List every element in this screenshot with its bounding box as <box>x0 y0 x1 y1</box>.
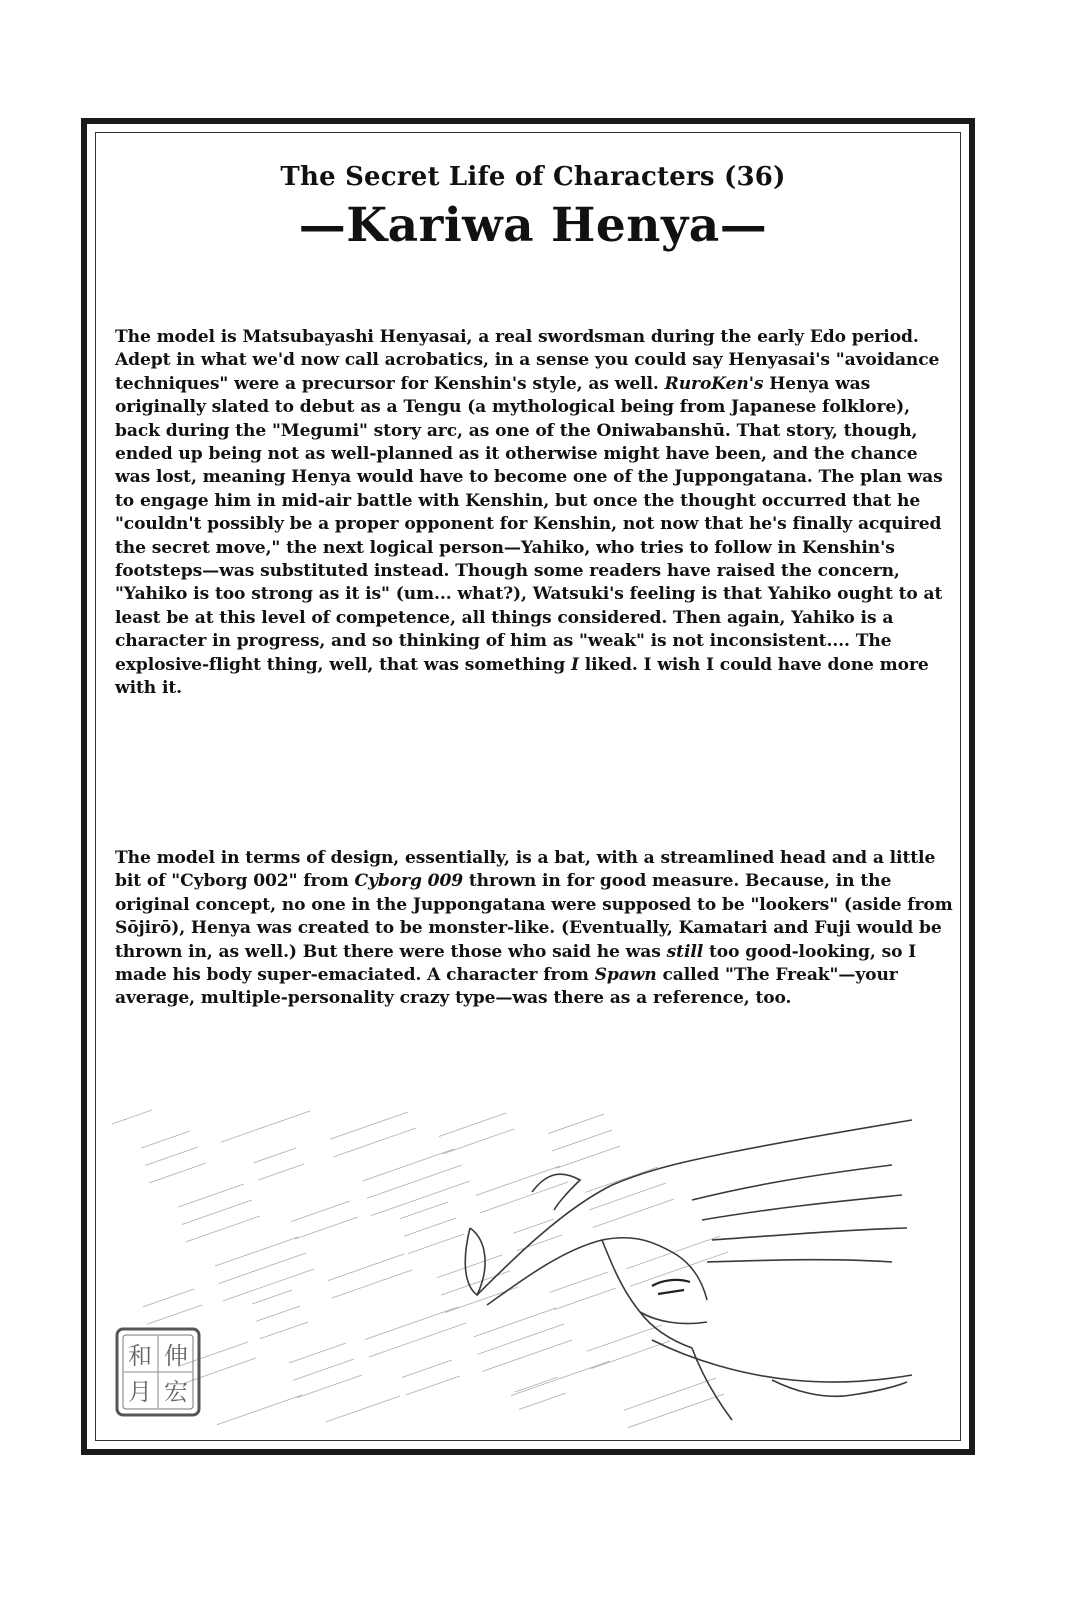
artist-seal-stamp <box>114 1326 202 1418</box>
seal-char-2: 伸 <box>164 1342 188 1370</box>
seal-char-3: 月 <box>128 1378 152 1406</box>
emphasis-text: I <box>570 654 579 675</box>
emphasis-text: RuroKen's <box>664 373 764 394</box>
page-title: —Kariwa Henya— <box>298 198 768 253</box>
text-run: too good-looking, so I made his body super-emaciated. A character from <box>115 941 917 986</box>
henya-sketch-illustration <box>92 1090 952 1440</box>
text-run: Henya was originally slated to debut as a Tengu (a mythological being from Japanese folklore), back during the "Megumi" story arc, as one of the Oniwabanshū. That story, though, ended up being not as well-planned as it otherwise might have been, and the chance was lost, meaning Henya would have to become one of the Juppongatana. The plan was to engage him in mid-air battle with Kenshin, but once the thought occurred that he "couldn't possibly be a proper opponent for Kenshin, not now that he's finally acquired the secret move," the next logical person—Yahiko, who tries to follow in Kenshin's footsteps—was substituted instead. Though some readers have raised the concern, "Yahiko is too strong as it is" (um... what?), Watsuki's feeling is that Yahiko ought to at least be at this level of competence, all things considered. Then again, Yahiko is a character in progress, and so thinking of him as "weak" is not inconsistent.... The explosive-flight thing, well, that was something <box>115 373 943 675</box>
text-run: liked. I wish I could have done more with it. <box>115 654 929 699</box>
page-subtitle: The Secret Life of Characters (36) <box>280 162 786 192</box>
emphasis-text: Cyborg 009 <box>354 871 464 892</box>
text-run: thrown in for good measure. Because, in the original concept, no one in the Juppongatana were supposed to be "lookers" (aside from Sōjirō), Henya was created to be monster-like. (Eventually, Kamatari and Fuji would be thrown in, as well.) But there were those who said he was <box>115 871 953 962</box>
body-paragraph-2 <box>115 847 955 1011</box>
seal-char-4: 宏 <box>164 1378 188 1406</box>
emphasis-text: Spawn <box>594 965 657 986</box>
seal-char-1: 和 <box>128 1342 152 1370</box>
text-run: The model is Matsubayashi Henyasai, a real swordsman during the early Edo period. Adept in what we'd now call acrobatics, in a sense you could say Henyasai's "avoidance techniques" were a precursor for Kenshin's style, as well. <box>115 327 940 394</box>
emphasis-text: still <box>666 941 704 962</box>
text-run: called "The Freak"—your average, multiple-personality crazy type—was there as a reference, too. <box>115 965 898 1009</box>
body-paragraph-1 <box>115 326 955 701</box>
text-run: The model in terms of design, essentially, is a bat, with a streamlined head and a little bit of "Cyborg 002" from <box>115 848 936 892</box>
